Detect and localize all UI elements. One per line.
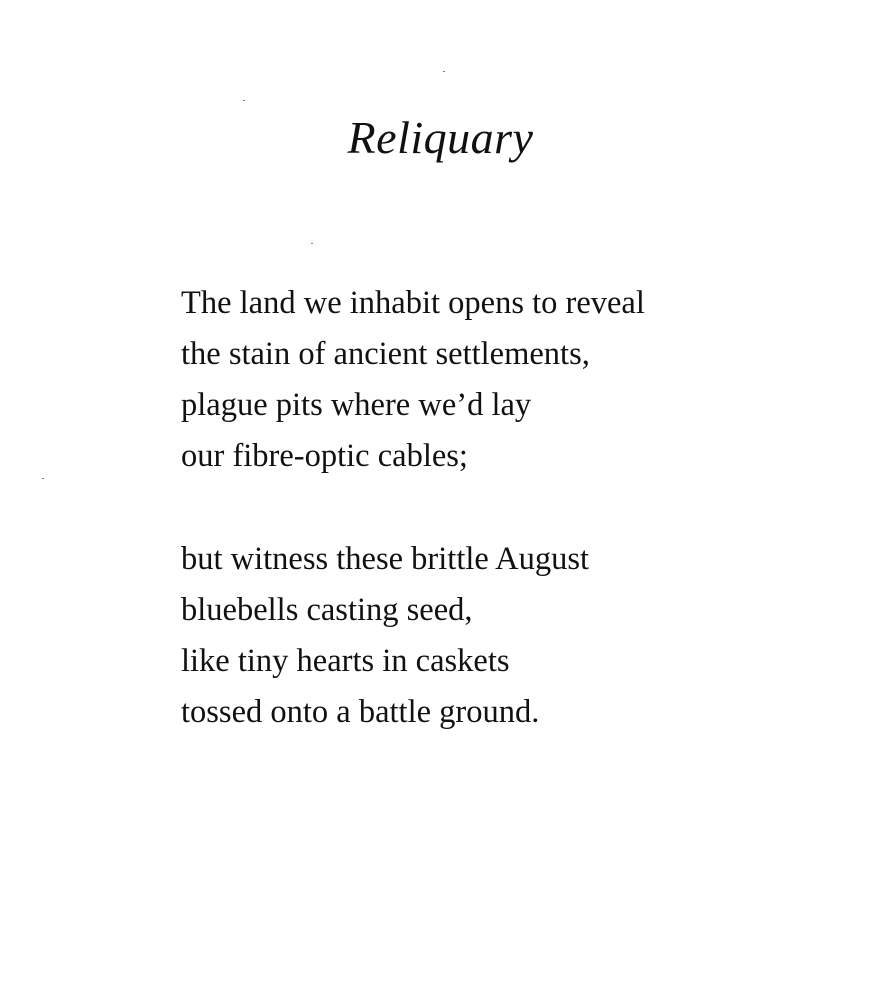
poem-title: Reliquary [347, 112, 534, 163]
poem-line: The land we inhabit opens to reveal [181, 285, 645, 321]
poem-line: like tiny hearts in caskets [181, 643, 510, 679]
poem-line: plague pits where we’d lay [181, 387, 532, 423]
stanza-1 [181, 278, 821, 482]
poem-line: bluebells casting seed, [181, 592, 473, 628]
scan-speck [243, 100, 245, 101]
poem-line: tossed onto a battle ground. [181, 694, 540, 730]
poem-line: the stain of ancient settlements, [181, 336, 590, 372]
poem-line: our fibre-optic cables; [181, 438, 468, 474]
scan-speck [311, 243, 313, 244]
poem-body [181, 278, 821, 738]
poem-line: but witness these brittle August [181, 541, 590, 577]
scan-speck [443, 71, 445, 72]
scan-speck [42, 478, 44, 479]
stanza-2 [181, 534, 821, 738]
